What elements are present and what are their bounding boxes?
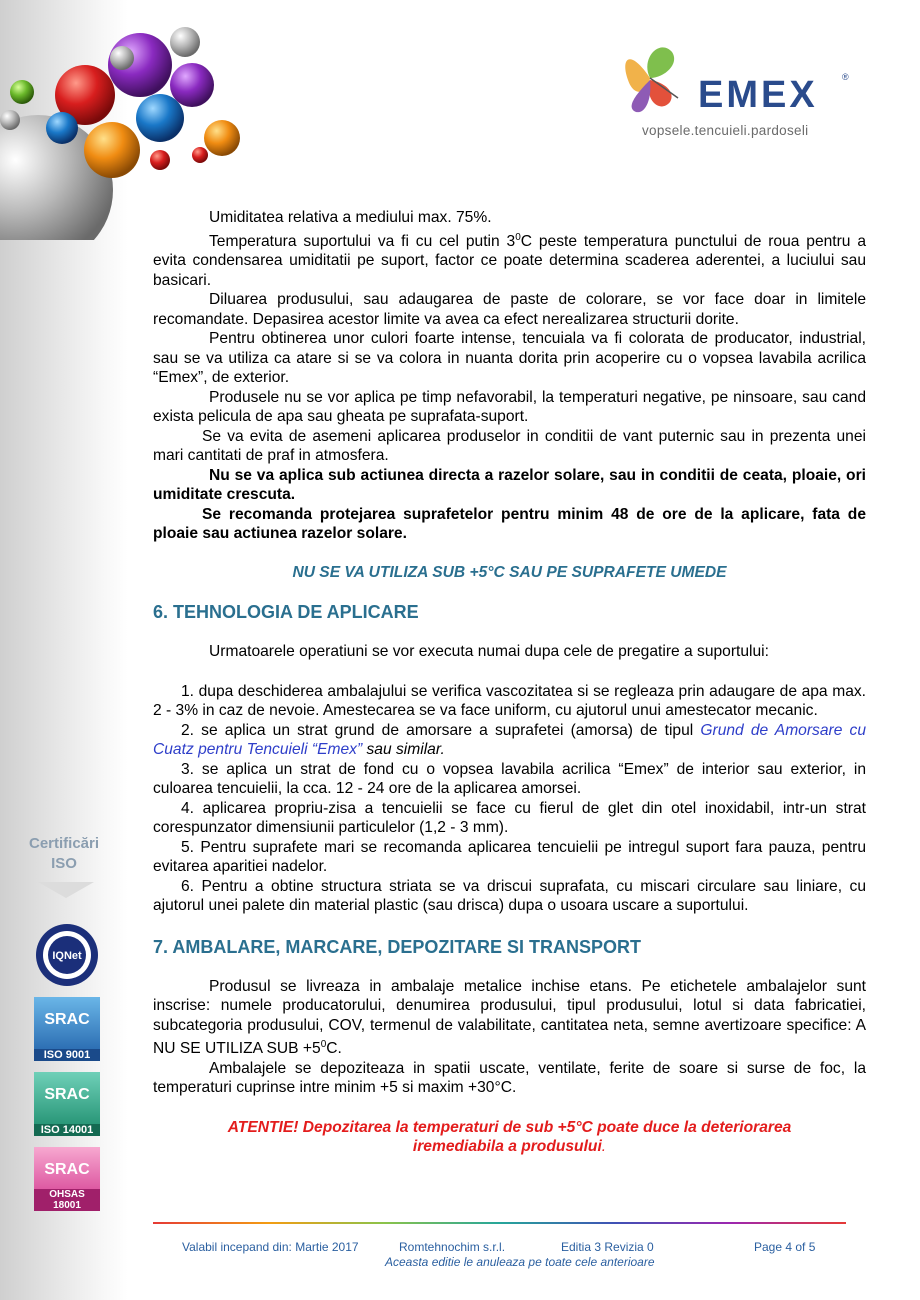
brand-tagline: vopsele.tencuieli.pardoseli [642, 123, 809, 138]
footer-note: Aceasta editie le anuleaza pe toate cele anterioare [385, 1255, 655, 1269]
srac-iso14001-badge [34, 1072, 100, 1136]
iqnet-label: IQNet [52, 950, 82, 962]
paragraph-packaging: Produsul se livreaza in ambalaje metalice inchise etans. Pe etichetele ambalajelor sunt inscrise: numele producatorului, denumirea produsului, tipul produsului, lotul si data fabricatiei, subcategoria produsului, COV, termenul de valabilitate, cantitatea neta, semne avertizoare specifice: A NU SE UTILIZA SUB $+5^0C$. [153, 977, 866, 1058]
storage-warning-line2: iremediabila a produsului. [412, 1138, 607, 1156]
footer-divider [153, 1222, 846, 1224]
list-item: 4. aplicarea propriu-zisa a tencuielii se face cu fierul de glet din otel inoxidabil, intr-un strat corespunzator dimensiunii particulelor (1,2 - 3 mm). [153, 799, 866, 837]
certifications-title [18, 834, 110, 874]
usage-note: NU SE VA UTILIZA SUB +5°C SAU PE SUPRAFETE UMEDE [292, 563, 727, 581]
iso9001-label: ISO 9001 [34, 1049, 100, 1061]
decorative-spheres-image [0, 0, 250, 240]
paragraph-dilution: Diluarea produsului, sau adaugarea de paste de colorare, se vor face doar in limitele recomandate. Depasirea acestor limite va avea ca efect nerealizarea structurii dorite. [153, 291, 866, 328]
iso14001-label: ISO 14001 [34, 1124, 100, 1136]
cert-title-line1: Certificări [28, 835, 100, 852]
paragraph-storage: Ambalajele se depoziteaza in spatii uscate, ventilate, ferite de soare si surse de foc, la temperaturi cuprinse intre minim +5 si maxim +30°C. [153, 1059, 866, 1097]
paragraph-protection: Se recomanda protejarea suprafetelor pentru minim 48 de ore de la aplicare, fata de ploaie sau actiunea razelor solare. [153, 505, 866, 543]
srac-label: SRAC [44, 1011, 90, 1028]
emex-logo [620, 38, 860, 143]
primer-product-link[interactable]: Grund de Amorsare cu Cuatz pentru Tencuieli “Emex” [153, 721, 866, 759]
list-item: 6. Pentru a obtine structura striata se va driscui suprafata, cu miscari circulare sau liniare, cu ajutorul unei palete din material plastic (sau drisca) dupa o usoara uscare a suportului. [153, 877, 866, 915]
footer-valid-date: Valabil incepand din: Martie 2017 [182, 1240, 359, 1254]
paragraph-sun-warning: Nu se va aplica sub actiunea directa a razelor solare, sau in conditii de ceata, ploaie, ori umiditate crescuta. [153, 466, 866, 504]
section-6-intro: Urmatoarele operatiuni se vor executa numai dupa cele de pregatire a suportului: [209, 643, 769, 661]
document-body [153, 208, 866, 1157]
butterfly-icon [620, 38, 700, 118]
section-7-heading: 7. AMBALARE, MARCARE, DEPOZITARE SI TRANSPORT [153, 936, 642, 957]
paragraph-wind: Se va evita de asemeni aplicarea produselor in conditii de vant puternic sau in prezenta unei mari cantitati de praf in atmosfera. [153, 427, 866, 465]
srac-label: SRAC [44, 1161, 90, 1178]
list-item: 5. Pentru suprafete mari se recomanda aplicarea tencuielii pe intregul suport fara pauza, pentru evitarea aparitiei nadelor. [153, 838, 866, 876]
paragraph-colors: Pentru obtinerea unor culori foarte intense, tencuiala va fi colorata de producator, industrial, sau se va utiliza ca atare si se va colora in nuanta dorita prin acoperire cu o vopsea lavabila acrilica “Emex”, de exterior. [153, 330, 866, 387]
iqnet-badge [34, 922, 100, 988]
srac-iso9001-badge [34, 997, 100, 1061]
brand-name: EMEX [698, 74, 818, 116]
footer-edition: Editia 3 Revizia 0 [561, 1240, 654, 1254]
srac-label: SRAC [44, 1086, 90, 1103]
paragraph-temperature: Temperatura suportului va fi cu cel putin $3^0C$ peste temperatura punctului de roua pentru a evita condensarea umiditatii pe suport, factor ce poate determina scaderea aderentei, a luciului sau basicari. [153, 231, 866, 289]
section-6-heading: 6. TEHNOLOGIA DE APLICARE [153, 602, 419, 623]
list-item: 1. dupa deschiderea ambalajului se verifica vascozitatea si se regleaza prin adaugare de apa max. 2 - 3% in caz de nevoie. Amestecarea se va face uniform, cu ajutorul unui amestecator mecanic. [153, 682, 866, 720]
registered-mark: ® [842, 72, 849, 82]
srac-ohsas18001-badge [34, 1147, 100, 1211]
footer-page-number: Page 4 of 5 [754, 1240, 816, 1254]
storage-warning-line1: ATENTIE! Depozitarea la temperaturi de sub +5°C poate duce la deteriorarea [227, 1118, 792, 1136]
ohsas18001-label: OHSAS 18001 [34, 1189, 100, 1211]
paragraph-humidity: Umiditatea relativa a mediului max. 75%. [209, 209, 492, 226]
paragraph-weather: Produsele nu se vor aplica pe timp nefavorabil, la temperaturi negative, pe ninsoare, sau cand exista pelicula de apa sau gheata pe suprafata-suport. [153, 388, 866, 426]
cert-title-line2: ISO [51, 855, 77, 872]
chevron-down-icon [38, 882, 94, 900]
footer-company: Romtehnochim s.r.l. [399, 1240, 506, 1254]
list-item: 2. se aplica un strat grund de amorsare a suprafetei (amorsa) de tipul Grund de Amorsare cu Cuatz pentru Tencuieli “Emex” sau similar. [153, 721, 866, 759]
list-item: 3. se aplica un strat de fond cu o vopsea lavabila acrilica “Emex” de interior sau exterior, in culoarea tencuielii, la cca. 12 - 24 ore de la aplicarea amorsei. [153, 760, 866, 798]
